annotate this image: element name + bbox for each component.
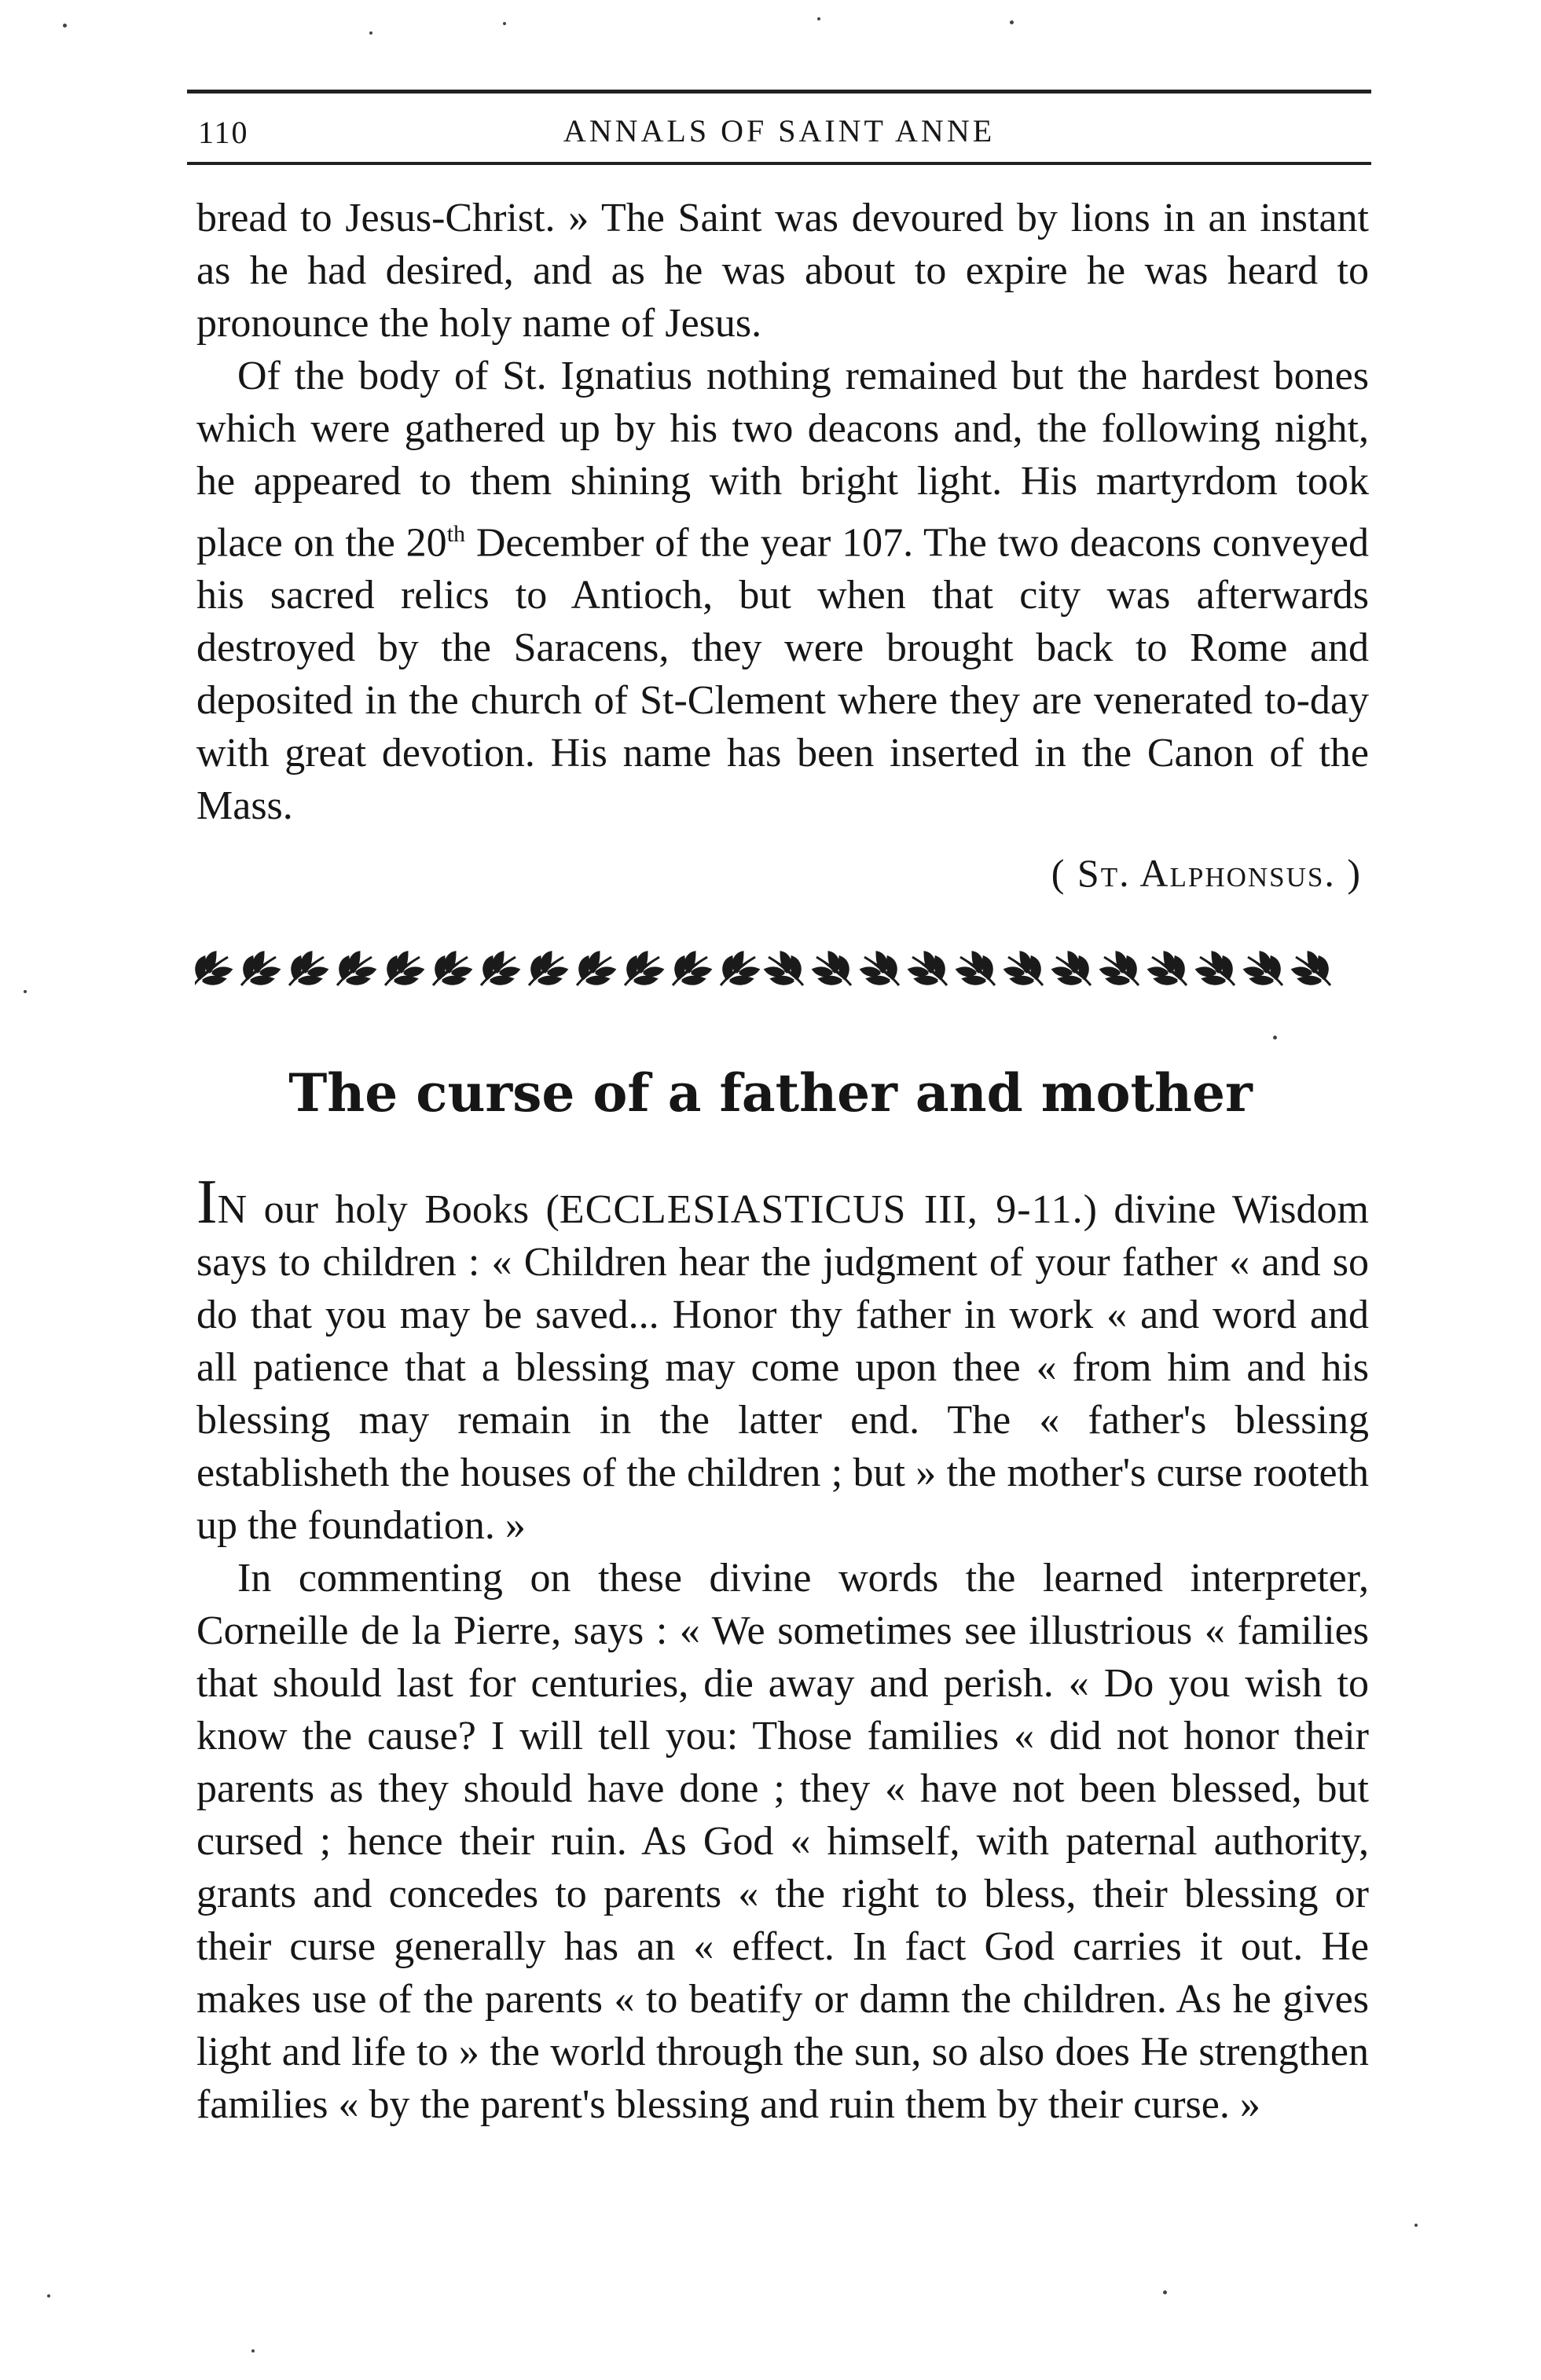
paragraph: bread to Jesus-Christ. » The Saint was devoured by lions in an instant as he had desired, and as he was about to expire he was heard to pronounce the holy name of Jesus. xyxy=(196,196,1369,346)
speck xyxy=(1414,2224,1418,2227)
page-number: 110 xyxy=(198,115,249,150)
leaf-sprig xyxy=(957,952,995,985)
speck xyxy=(1273,1036,1277,1040)
leaf-sprig xyxy=(1245,952,1282,985)
leaf-sprig xyxy=(433,952,471,985)
paragraph-text: December of the year 107. The two deacons conveyed his sacred relics to Antioch, but when that city was afterwards destroyed by the Saracens, they were brought back to Rome and deposited in the church of St-Clement where they are venerated to-day with great devotion. His name has been inserted in the Canon of the Mass. xyxy=(196,520,1370,829)
leaf-sprig xyxy=(861,952,899,985)
leaf-sprig xyxy=(765,952,803,985)
running-title: ANNALS OF SAINT ANNE xyxy=(563,113,996,149)
leaf-sprig xyxy=(241,952,279,985)
leaf-sprig xyxy=(813,952,851,985)
leaf-sprig xyxy=(195,952,231,985)
leaf-sprig xyxy=(909,952,947,985)
speck xyxy=(47,2294,50,2297)
running-header xyxy=(187,90,1371,165)
leaf-sprig xyxy=(1101,952,1139,985)
leaf-sprig xyxy=(721,952,758,985)
speck xyxy=(251,2349,255,2352)
article-title: The curse of a father and mother xyxy=(288,1062,1253,1124)
leaf-sprig xyxy=(337,952,375,985)
paragraph xyxy=(196,350,1369,832)
article-text xyxy=(196,1168,1369,2131)
leaf-sprig xyxy=(1197,952,1235,985)
paragraph-text: Of the body of St. Ignatius nothing remained but the hardest bones which were gathered up by his two deacons and, the following night, he appeared to them shining with bright light. His martyrdom took place on the 20 xyxy=(196,354,1369,566)
speck xyxy=(817,17,820,20)
leaf-garland-ornament xyxy=(195,940,1374,1003)
story-end-text xyxy=(196,192,1369,832)
leaf-sprig xyxy=(385,952,423,985)
leaf-sprig xyxy=(673,952,710,985)
leaf-sprig xyxy=(481,952,519,985)
speck xyxy=(63,24,67,28)
leaf-sprig xyxy=(577,952,615,985)
speck xyxy=(1163,2290,1167,2294)
speck xyxy=(24,990,27,993)
leaf-sprig xyxy=(1149,952,1187,985)
speck xyxy=(369,31,372,35)
paragraph xyxy=(196,1168,1369,1552)
leaf-sprig xyxy=(625,952,662,985)
paragraph: In commenting on these divine words the learned interpreter, Corneille de la Pierre, says : « We sometimes see illustrious « families that should last for centuries, die away and perish. « Do you wish to know the cause? I will tell you: Those families « did not honor their parents as they should have done ; they « have not been blessed, but cursed ; hence their ruin. As God « himself, with paternal authority, grants and concedes to parents « the right to bless, their blessing or their curse generally has an « effect. In fact God carries it out. He makes use of the parents « to beatify or damn the children. As he gives light and life to » the world through the sun, so also does He strengthen families « by the parent's blessing and ruin them by their curse. » xyxy=(196,1556,1369,2127)
leaf-sprig xyxy=(1005,952,1043,985)
leaf-sprig xyxy=(1293,952,1330,985)
leaf-sprig xyxy=(529,952,567,985)
drop-cap: I xyxy=(196,1168,218,1237)
ordinal-suffix: th xyxy=(446,521,466,547)
speck xyxy=(1010,20,1014,24)
attribution: ( St. Alphonsus. ) xyxy=(1051,851,1362,895)
paragraph-text: N our holy Books ( xyxy=(217,1187,560,1232)
paragraph-text: ) divine Wisdom says to children : « Children hear the judgment of your father « and so do that you may be saved... Honor thy father in work « and word and all patience that a blessing may come upon thee « from him and his blessing may remain in the latter end. The « father's blessing establisheth the houses of the children ; but » the mother's curse rooteth up the foundation. » xyxy=(196,1187,1369,1548)
leaf-sprig xyxy=(289,952,327,985)
scripture-reference: ECCLESIASTICUS III, 9-11. xyxy=(559,1187,1084,1232)
speck xyxy=(503,22,506,25)
leaf-sprig xyxy=(1053,952,1091,985)
